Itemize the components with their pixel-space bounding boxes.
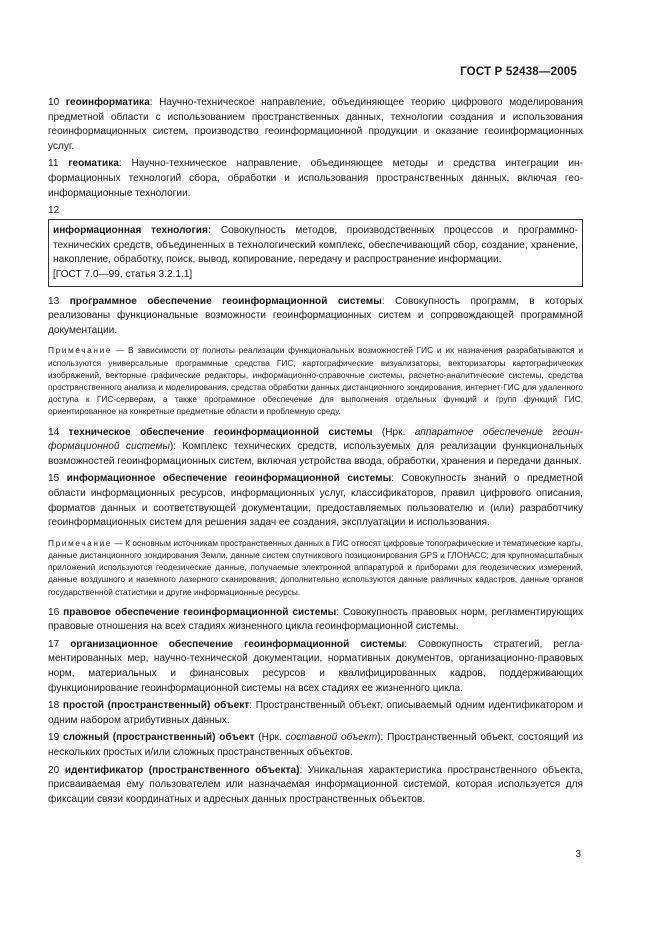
nrk-prefix: (Нрк. bbox=[254, 732, 286, 744]
term-definition: : Совокупность стратегий, регламентированных мер, научно-технической документации, нормативных документов, организационно-правовых норм, материальных и финансовых ресурсов и квалифицированных кадров, поддерживающих функционирование геоинформационной системы на всех стадиях ее жизненного цикла. bbox=[48, 638, 583, 694]
term-entry-11 bbox=[48, 157, 583, 201]
term-entry-13 bbox=[48, 295, 583, 339]
note-15 bbox=[48, 537, 583, 598]
term-name: сложный (пространственный) объект bbox=[63, 732, 255, 744]
term-entry-20 bbox=[48, 764, 583, 808]
entry-number: 16 bbox=[48, 606, 60, 618]
nonrecommended-term: составной объект bbox=[285, 732, 378, 744]
term-entry-10 bbox=[48, 96, 583, 154]
note-13 bbox=[48, 344, 583, 417]
document-body bbox=[48, 96, 583, 810]
term-entry-16 bbox=[48, 606, 583, 635]
entry-number-12: 12 bbox=[48, 205, 60, 217]
note-label: Примечание bbox=[48, 345, 113, 356]
term-definition: : Научно-техническое направление, объединяющее теорию цифрового моделирования предметной области с использованием пространственных данных, технологии создания и использования геоинформационных систем, производство геоинформационной продукции и оказание геоинформационных услуг. bbox=[48, 97, 583, 152]
note-label: Примечание bbox=[48, 537, 113, 548]
term-name: идентификатор (пространственного объекта) bbox=[64, 764, 300, 776]
entry-number: 17 bbox=[48, 638, 60, 650]
term-entry-14 bbox=[48, 426, 583, 470]
term-definition: : Совокупность знаний о предметной области информационных ресурсов, информационных услуг, классификаторов, правил цифрового описания, форматов данных и соответствующей документации, предоставляемых пользователю и (или) разработчику геоинформационных систем для решения задач ее создания, эксплуатации и использования. bbox=[48, 473, 583, 529]
term-definition: : Совокупность программ, в которых реализованы функциональные возможности геоинформационных систем и сопровождающей программной документации. bbox=[48, 295, 583, 336]
term-entry-12-box bbox=[48, 219, 583, 286]
term-entry-12 bbox=[53, 224, 578, 268]
entry-number: 18 bbox=[48, 700, 60, 712]
document-code: ГОСТ Р 52438—2005 bbox=[460, 66, 577, 78]
term-name: программное обеспечение геоинформационной системы bbox=[69, 295, 382, 307]
entry-number: 10 bbox=[48, 97, 60, 108]
entry-number: 15 bbox=[48, 473, 60, 485]
term-name: геоматика bbox=[68, 158, 119, 170]
nrk-prefix: (Нрк. bbox=[372, 426, 415, 438]
term-entry-17 bbox=[48, 638, 583, 696]
source-reference: [ГОСТ 7.0—99, статья 3.2.1.1] bbox=[53, 268, 193, 280]
entry-number: 20 bbox=[48, 764, 60, 776]
term-entry-18 bbox=[48, 699, 583, 728]
term-definition: : Уникальная характеристика пространственного объекта, присваиваемая ему пользователем или назначаемая информационной системой, которая используется для фиксации связи координатных и адресных данных пространственных объектов. bbox=[48, 764, 584, 805]
term-name: простой (пространственный) объект bbox=[62, 700, 250, 712]
term-name: техническое обеспечение геоинформационной системы bbox=[68, 426, 373, 438]
term-name: правовое обеспечение геоинформационной системы bbox=[63, 606, 337, 618]
entry-number: 19 bbox=[48, 732, 60, 744]
entry-number: 14 bbox=[48, 426, 60, 438]
note-text: — В зависимости от полноты реализации функциональных возможностей ГИС и их назначения разрабатываются и используются универсальные программные средства ГИС, картографические визуализаторы, векторизаторы картографических изображений, векторные графические редакторы, информационно-справочные системы, расчетно-аналитические системы, средства пространственного анализа и моделирования, средства обработки данных дистанционного зондирования, интернет-ГИС для удаленного доступа к ГИС-серверам, а также программное обеспечение для выполнения отдельных функций и групп функций ГИС, ориентированное на конкретные предметные области и проблемную среду. bbox=[48, 345, 583, 417]
nonrecommended-term: аппаратное обеспечение геоинформационной системы bbox=[48, 426, 583, 453]
term-entry-15 bbox=[48, 472, 583, 530]
term-name: организационное обеспечение геоинформационной системы bbox=[70, 638, 405, 650]
term-definition: : Пространственный объект, описываемый одним идентификатором и одним набором атрибутивных данных. bbox=[48, 700, 583, 726]
entry-number: 11 bbox=[48, 158, 59, 170]
page-number: 3 bbox=[575, 849, 581, 860]
term-definition: : Совокупность правовых норм, регламентирующих правовые отношения на всех стадиях жизненного цикла геоинформационной системы. bbox=[48, 606, 583, 633]
term-name: информационная технология: bbox=[53, 225, 212, 237]
entry-number: 13 bbox=[48, 295, 60, 307]
term-entry-19 bbox=[48, 731, 583, 760]
term-name: геоинформатика bbox=[65, 97, 150, 108]
term-definition: ): Комплекс технических средств, используемых для реализации функциональных возможностей геоинформационных систем, включая устройства ввода, обработки, хранения и передачи данных. bbox=[48, 441, 583, 467]
term-name: информационное обеспечение геоинформационной системы bbox=[66, 473, 392, 485]
term-definition: ): Пространственный объект, состоящий из нескольких простых и/или сложных пространственных объектов. bbox=[48, 732, 583, 759]
note-text: — К основным источникам пространственных данных в ГИС относят цифровые топографические и тематические карты, данные дистанционного зондирования Земли, данные систем спутникового позиционирования GPS и ГЛОНАСС; для крупномасштабных приложений используются геодезические данные, получаемые электронной аппаратурой и приборами для геодезических измерений, данные воздушного и наземного лазерного сканирования; дополнительно используются данные различных кадастров, данные органов государственной статистики и другие информационные ресурсы. bbox=[48, 537, 583, 597]
term-definition: Совокупность методов, производственных процессов и программно-технических средств, объединенных в технологический комплекс, обеспечивающий сбор, создание, хранение, накопление, обработку, поиск, вывод, копирование, передачу и распространение информации. bbox=[53, 225, 578, 266]
term-definition: : Научно-техническое направление, объединяющее методы и средства интеграции информационных технологий сбора, обработки и использования пространственных данных, включая геоинформационные технологии. bbox=[48, 158, 583, 199]
